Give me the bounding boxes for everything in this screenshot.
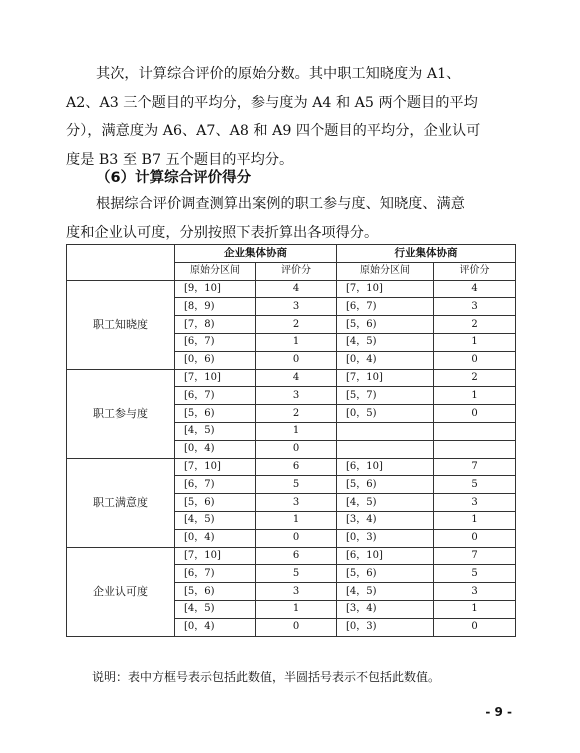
score-cell: 4	[434, 280, 516, 298]
range-cell: [6，10]	[337, 458, 434, 476]
range-cell: [6，7)	[175, 565, 256, 583]
range-cell	[337, 440, 434, 458]
table-row	[67, 369, 516, 387]
score-cell: 0	[256, 618, 337, 636]
range-cell: [7，10]	[175, 458, 256, 476]
score-cell: 3	[434, 298, 516, 316]
range-cell: [7，10]	[337, 280, 434, 298]
score-cell	[434, 422, 516, 440]
range-cell: [0，6)	[175, 351, 256, 369]
table-note: 说明：表中方框号表示包括此数值，半圆括号表示不包括此数值。	[92, 670, 441, 684]
score-cell: 2	[434, 316, 516, 334]
score-cell: 0	[434, 351, 516, 369]
sub-header-cell: 原始分区间	[337, 262, 434, 280]
range-cell: [5，6)	[337, 565, 434, 583]
range-cell: [5，7)	[337, 387, 434, 405]
score-cell: 1	[256, 422, 337, 440]
table-group-header-row	[67, 245, 516, 263]
score-cell: 0	[256, 440, 337, 458]
score-cell: 1	[256, 333, 337, 351]
table-row	[67, 458, 516, 476]
paragraph-line: A2、A3 三个题目的平均分，参与度为 A4 和 A5 两个题目的平均	[66, 94, 478, 111]
sub-header-cell: 原始分区间	[175, 262, 256, 280]
score-cell: 5	[256, 476, 337, 494]
score-cell: 6	[256, 458, 337, 476]
score-cell: 3	[434, 494, 516, 512]
sub-header-cell: 评价分	[256, 262, 337, 280]
table-body	[67, 245, 516, 637]
score-cell: 3	[256, 298, 337, 316]
score-conversion-table	[66, 244, 516, 637]
range-cell: [3，4)	[337, 600, 434, 618]
score-cell: 0	[434, 618, 516, 636]
section-name-cell: 职工满意度	[67, 458, 175, 547]
score-cell: 1	[256, 511, 337, 529]
range-cell: [0，4)	[175, 618, 256, 636]
range-cell: [8，9)	[175, 298, 256, 316]
range-cell: [6，10]	[337, 547, 434, 565]
score-cell: 0	[256, 351, 337, 369]
group-header-industry: 行业集体协商	[337, 245, 516, 263]
score-cell: 2	[434, 369, 516, 387]
range-cell: [5，6)	[337, 316, 434, 334]
paragraph-line: 度是 B3 至 B7 五个题目的平均分。	[66, 151, 294, 168]
group-header-enterprise: 企业集体协商	[175, 245, 337, 263]
score-cell: 7	[434, 547, 516, 565]
score-cell: 1	[256, 600, 337, 618]
table-corner-cell	[67, 245, 175, 281]
range-cell: [0，3)	[337, 529, 434, 547]
range-cell: [7，8)	[175, 316, 256, 334]
score-cell: 1	[434, 333, 516, 351]
section-heading: （6）计算综合评价得分	[96, 170, 252, 186]
paragraph-line: 根据综合评价调查测算出案例的职工参与度、知晓度、满意	[96, 196, 465, 212]
section-name-cell: 职工知晓度	[67, 280, 175, 369]
page-number: - 9 -	[485, 705, 512, 719]
range-cell: [5，6)	[175, 583, 256, 601]
score-cell: 4	[256, 369, 337, 387]
score-cell: 1	[434, 387, 516, 405]
score-cell: 7	[434, 458, 516, 476]
range-cell: [4，5)	[175, 600, 256, 618]
score-cell: 0	[434, 529, 516, 547]
range-cell: [9，10]	[175, 280, 256, 298]
score-cell: 2	[256, 316, 337, 334]
table-row	[67, 280, 516, 298]
range-cell: [5，6)	[337, 476, 434, 494]
score-cell: 4	[256, 280, 337, 298]
score-cell	[434, 440, 516, 458]
score-cell: 2	[256, 405, 337, 423]
table-row	[67, 547, 516, 565]
range-cell: [7，10]	[175, 369, 256, 387]
body-paragraph-2	[66, 190, 518, 247]
section-name-cell: 企业认可度	[67, 547, 175, 636]
range-cell: [4，5)	[175, 511, 256, 529]
range-cell: [6，7)	[175, 387, 256, 405]
score-cell: 5	[434, 476, 516, 494]
paragraph-line: 其次，计算综合评价的原始分数。其中职工知晓度为 A1、	[96, 66, 461, 82]
range-cell: [6，7)	[337, 298, 434, 316]
score-cell: 6	[256, 547, 337, 565]
paragraph-line: 度和企业认可度，分别按照下表折算出各项得分。	[66, 224, 379, 241]
range-cell: [0，5)	[337, 405, 434, 423]
score-cell: 3	[256, 583, 337, 601]
range-cell: [6，7)	[175, 333, 256, 351]
score-cell: 5	[256, 565, 337, 583]
range-cell: [4，5)	[337, 583, 434, 601]
range-cell: [4，5)	[175, 422, 256, 440]
sub-header-cell: 评价分	[434, 262, 516, 280]
range-cell: [5，6)	[175, 405, 256, 423]
range-cell: [4，5)	[337, 494, 434, 512]
range-cell	[337, 422, 434, 440]
range-cell: [0，4)	[175, 529, 256, 547]
range-cell: [3，4)	[337, 511, 434, 529]
body-paragraph-1	[66, 60, 518, 174]
score-cell: 1	[434, 600, 516, 618]
score-cell: 3	[434, 583, 516, 601]
range-cell: [6，7)	[175, 476, 256, 494]
score-cell: 3	[256, 387, 337, 405]
range-cell: [0，4)	[175, 440, 256, 458]
score-cell: 0	[256, 529, 337, 547]
score-cell: 1	[434, 511, 516, 529]
score-cell: 3	[256, 494, 337, 512]
range-cell: [7，10]	[175, 547, 256, 565]
range-cell: [7，10]	[337, 369, 434, 387]
range-cell: [0，4)	[337, 351, 434, 369]
score-cell: 5	[434, 565, 516, 583]
range-cell: [0，3)	[337, 618, 434, 636]
range-cell: [5，6)	[175, 494, 256, 512]
section-name-cell: 职工参与度	[67, 369, 175, 458]
paragraph-line: 分），满意度为 A6、A7、A8 和 A9 四个题目的平均分，企业认可	[66, 123, 481, 139]
range-cell: [4，5)	[337, 333, 434, 351]
score-cell: 0	[434, 405, 516, 423]
